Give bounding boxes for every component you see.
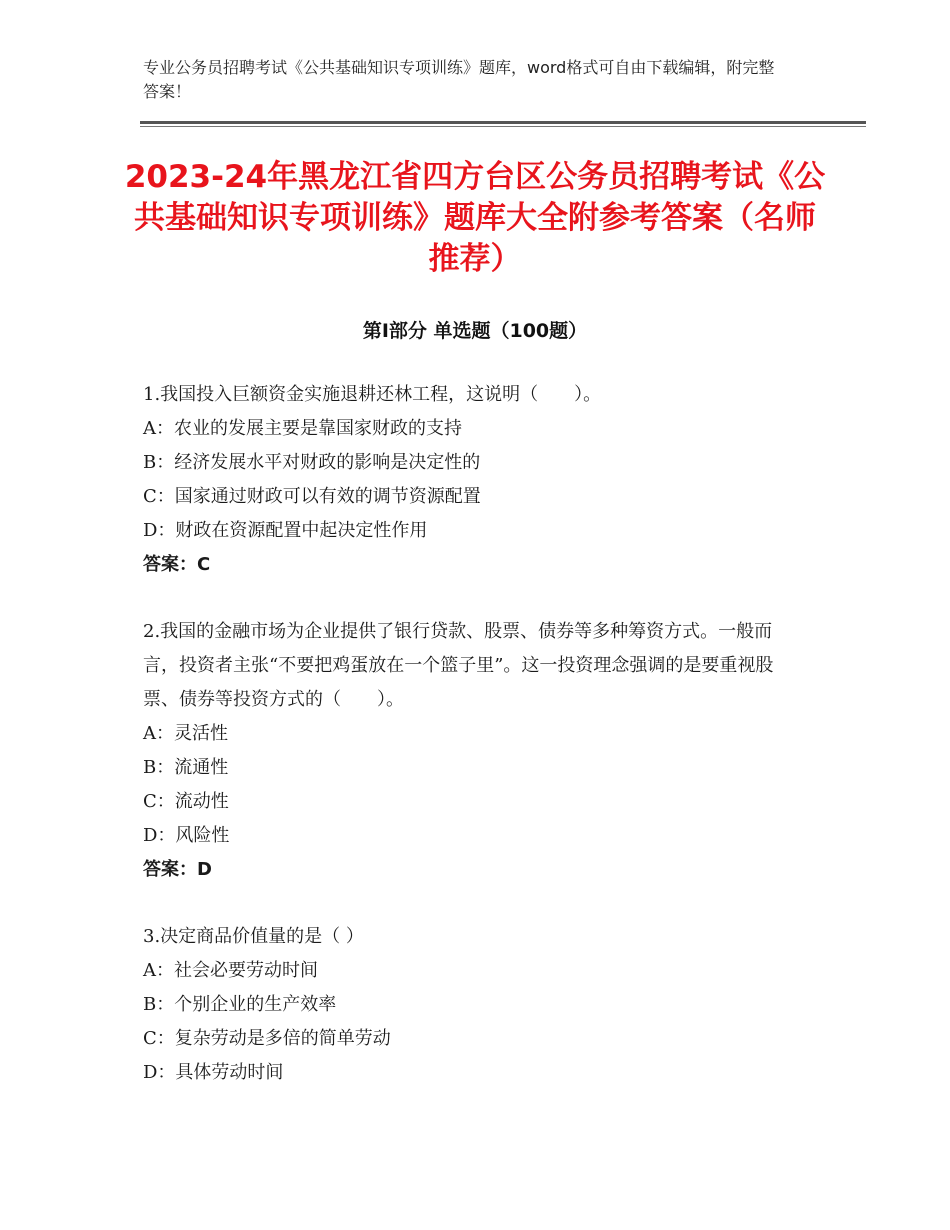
question-stem: 1.我国投入巨额资金实施退耕还林工程，这说明（ ）。 [143, 384, 602, 405]
header-divider-thick [140, 121, 866, 124]
option-c: C：复杂劳动是多倍的简单劳动 [143, 1028, 391, 1049]
question-stem: 3.决定商品价值量的是（ ） [143, 926, 364, 947]
option-b: B：流通性 [143, 757, 229, 778]
question-1 [143, 378, 803, 582]
section-title: 第Ⅰ部分 单选题（100题） [362, 320, 588, 342]
question-2 [143, 615, 803, 887]
option-c: C：流动性 [143, 791, 229, 812]
document-title: 2023-24年黑龙江省四方台区公务员招聘考试《公共基础知识专项训练》题库大全附参考答案（名师推荐） [124, 159, 826, 277]
option-c: C：国家通过财政可以有效的调节资源配置 [143, 486, 481, 507]
header-divider-thin [140, 126, 866, 127]
option-a: A：农业的发展主要是靠国家财政的支持 [143, 418, 462, 439]
answer-line: 答案：C [143, 554, 211, 575]
option-b: B：经济发展水平对财政的影响是决定性的 [143, 452, 481, 473]
option-a: A：社会必要劳动时间 [143, 960, 318, 981]
option-b: B：个别企业的生产效率 [143, 994, 337, 1015]
option-d: D：具体劳动时间 [143, 1062, 284, 1083]
question-3 [143, 920, 803, 1090]
header-note: 专业公务员招聘考试《公共基础知识专项训练》题库，word格式可自由下载编辑，附完整答案！ [143, 58, 775, 101]
question-list [143, 378, 803, 1123]
answer-line: 答案：D [143, 859, 212, 880]
option-a: A：灵活性 [143, 723, 228, 744]
question-stem: 2.我国的金融市场为企业提供了银行贷款、股票、债券等多种筹资方式。一般而言，投资者主张“不要把鸡蛋放在一个篮子里”。这一投资理念强调的是要重视股票、债券等投资方式的（ ）。 [143, 621, 774, 710]
option-d: D：财政在资源配置中起决定性作用 [143, 520, 428, 541]
option-d: D：风险性 [143, 825, 230, 846]
